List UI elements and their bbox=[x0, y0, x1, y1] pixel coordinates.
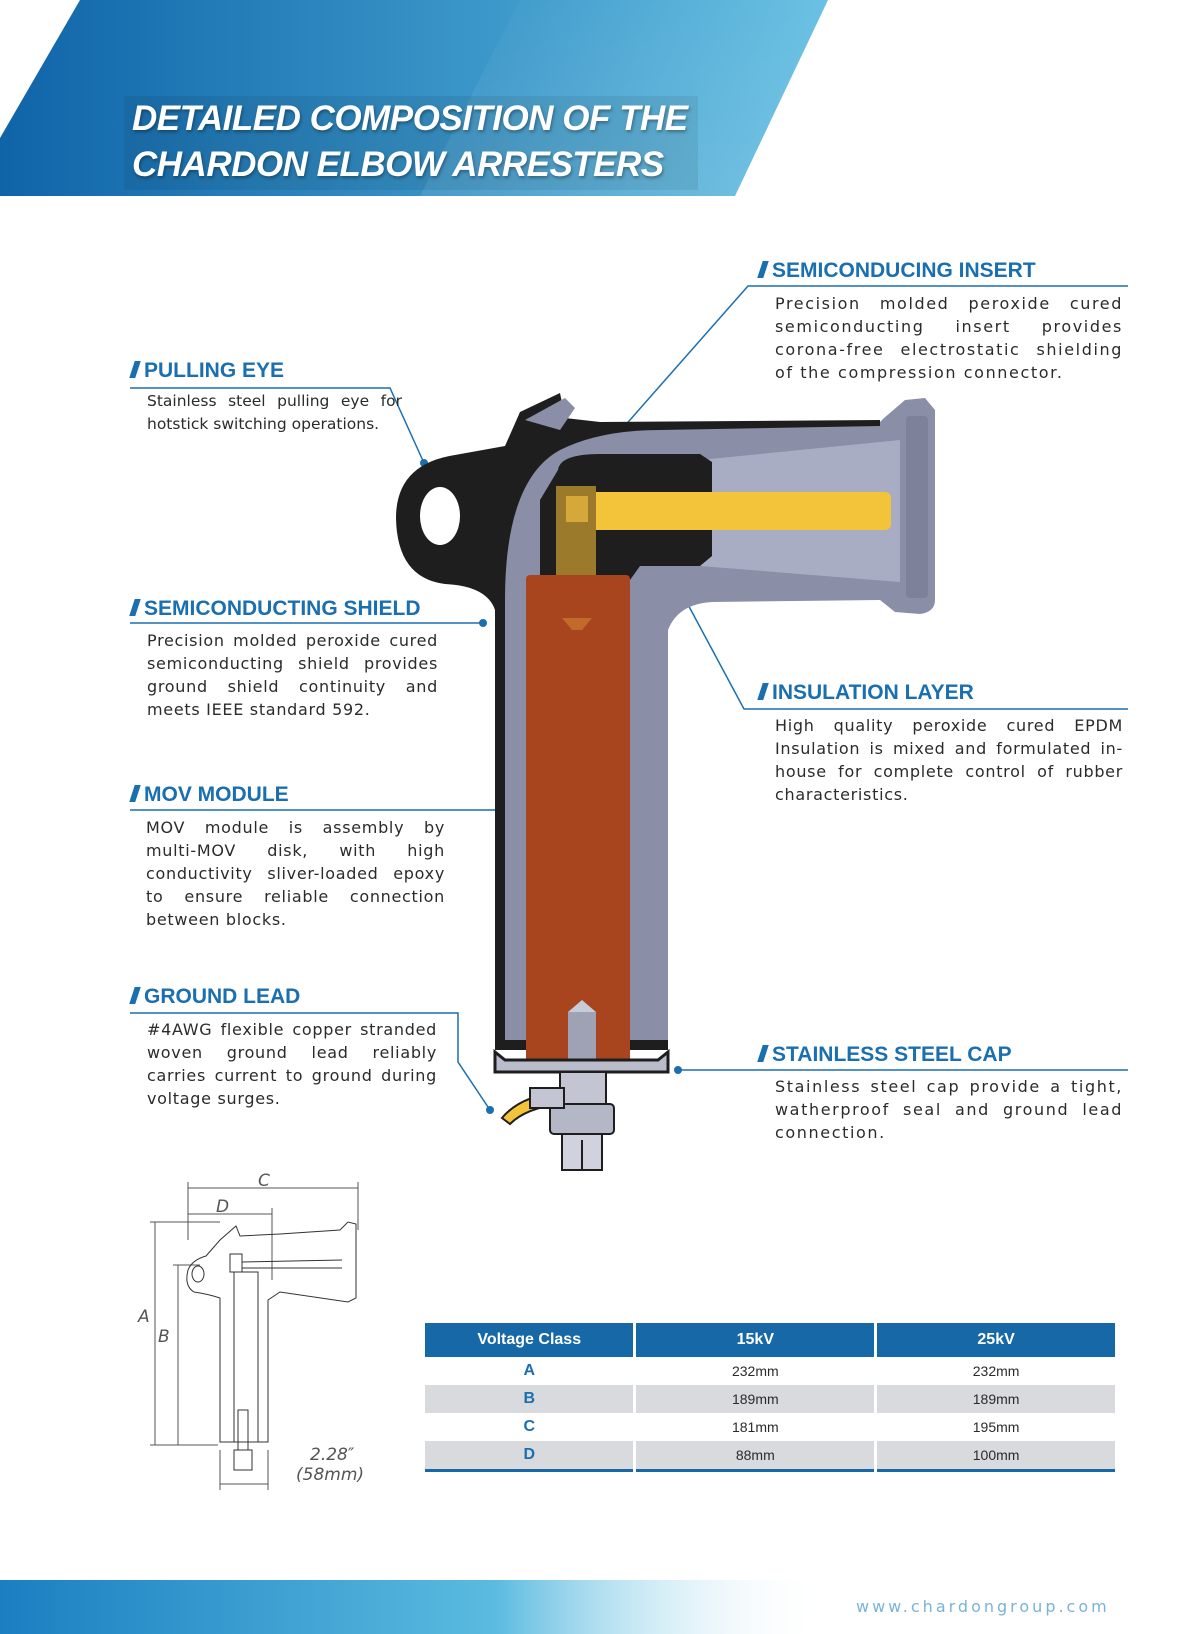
callout-title-ground-lead bbox=[132, 984, 300, 1010]
table-cell-25kv: 100mm bbox=[877, 1441, 1115, 1472]
table-cell-25kv: 195mm bbox=[972, 1419, 1020, 1435]
callout-title-semiconducting-insert bbox=[760, 258, 1036, 284]
callout-title-text: INSULATION LAYER bbox=[772, 681, 974, 704]
callout-text-ground-lead: #4AWG flexible copper stranded woven ground lead reliably carries current to ground during voltage surges. bbox=[147, 1020, 437, 1108]
callout-title-text: PULLING EYE bbox=[144, 359, 285, 382]
table-row bbox=[425, 1413, 1115, 1441]
dim-label-d: D bbox=[216, 1197, 230, 1217]
voltage-class-table bbox=[422, 1323, 1118, 1472]
table-cell-key: C bbox=[523, 1418, 535, 1435]
callout-title-stainless-steel-cap bbox=[760, 1042, 1012, 1068]
callout-text-semiconducting-shield: Precision molded peroxide cured semiconducting shield provides ground shield continuity and meets IEEE standard 592. bbox=[147, 631, 438, 719]
callout-text-mov-module: MOV module is assembly by multi-MOV disk, with high conductivity sliver-loaded epoxy to ensure reliable connection between blocks. bbox=[146, 818, 445, 929]
pulling-eye-shape bbox=[420, 487, 460, 545]
callout-title-pulling-eye bbox=[132, 358, 284, 384]
table-header-25kv: 25kV bbox=[877, 1323, 1115, 1357]
callout-title-text: SEMICONDUCING INSERT bbox=[772, 259, 1036, 282]
website-link[interactable]: www.chardongroup.com bbox=[856, 1597, 1110, 1616]
table-row bbox=[425, 1385, 1115, 1413]
callout-title-text: GROUND LEAD bbox=[144, 985, 301, 1008]
table-cell-15kv: 232mm bbox=[731, 1363, 779, 1379]
callout-title-semiconducting-shield bbox=[132, 596, 421, 622]
table-header-row bbox=[425, 1323, 1115, 1357]
dim-label-a: A bbox=[138, 1307, 150, 1327]
mov-module-shape bbox=[526, 575, 630, 1063]
table-cell-15kv: 181mm bbox=[731, 1419, 779, 1435]
table-cell-15kv: 189mm bbox=[636, 1385, 874, 1413]
table-cell-25kv: 232mm bbox=[972, 1363, 1020, 1379]
callout-text-insulation-layer: High quality peroxide cured EPDM Insulation is mixed and formulated in-house for complete control of rubber characteristics. bbox=[775, 716, 1123, 804]
table-row bbox=[425, 1357, 1115, 1385]
callout-title-text: MOV MODULE bbox=[144, 783, 289, 806]
callout-text-semiconducting-insert: Precision molded peroxide cured semiconducting insert provides corona-free electrostatic shielding of the compression connector. bbox=[775, 294, 1123, 382]
callout-title-text: STAINLESS STEEL CAP bbox=[772, 1043, 1012, 1066]
table-cell-25kv: 189mm bbox=[877, 1385, 1115, 1413]
table-cell-key: D bbox=[425, 1441, 633, 1472]
callout-text-pulling-eye: Stainless steel pulling eye for hotstick switching operations. bbox=[147, 392, 402, 433]
dimension-drawing bbox=[130, 1170, 390, 1490]
table-cell-key: B bbox=[425, 1385, 633, 1413]
dim-label-base-mm: (58mm) bbox=[296, 1465, 365, 1485]
table-cell-15kv: 88mm bbox=[636, 1441, 874, 1472]
table-header-voltage-class: Voltage Class bbox=[425, 1323, 633, 1357]
dim-label-base-inches: 2.28″ bbox=[310, 1445, 355, 1465]
page-title-line1: DETAILED COMPOSITION OF THE bbox=[132, 99, 688, 138]
callout-title-mov-module bbox=[132, 782, 289, 808]
callout-title-insulation-layer bbox=[760, 680, 974, 706]
callout-text-stainless-steel-cap: Stainless steel cap provide a tight, watherproof seal and ground lead connection. bbox=[775, 1077, 1123, 1142]
table-row bbox=[425, 1441, 1115, 1472]
table-cell-key: A bbox=[523, 1362, 535, 1379]
dim-label-b: B bbox=[158, 1327, 170, 1347]
dim-label-c: C bbox=[258, 1171, 270, 1191]
page-title-line2: CHARDON ELBOW ARRESTERS bbox=[132, 145, 664, 184]
callout-title-text: SEMICONDUCTING SHIELD bbox=[144, 597, 421, 620]
table-header-15kv: 15kV bbox=[636, 1323, 874, 1357]
compression-connector-shape bbox=[583, 492, 891, 530]
